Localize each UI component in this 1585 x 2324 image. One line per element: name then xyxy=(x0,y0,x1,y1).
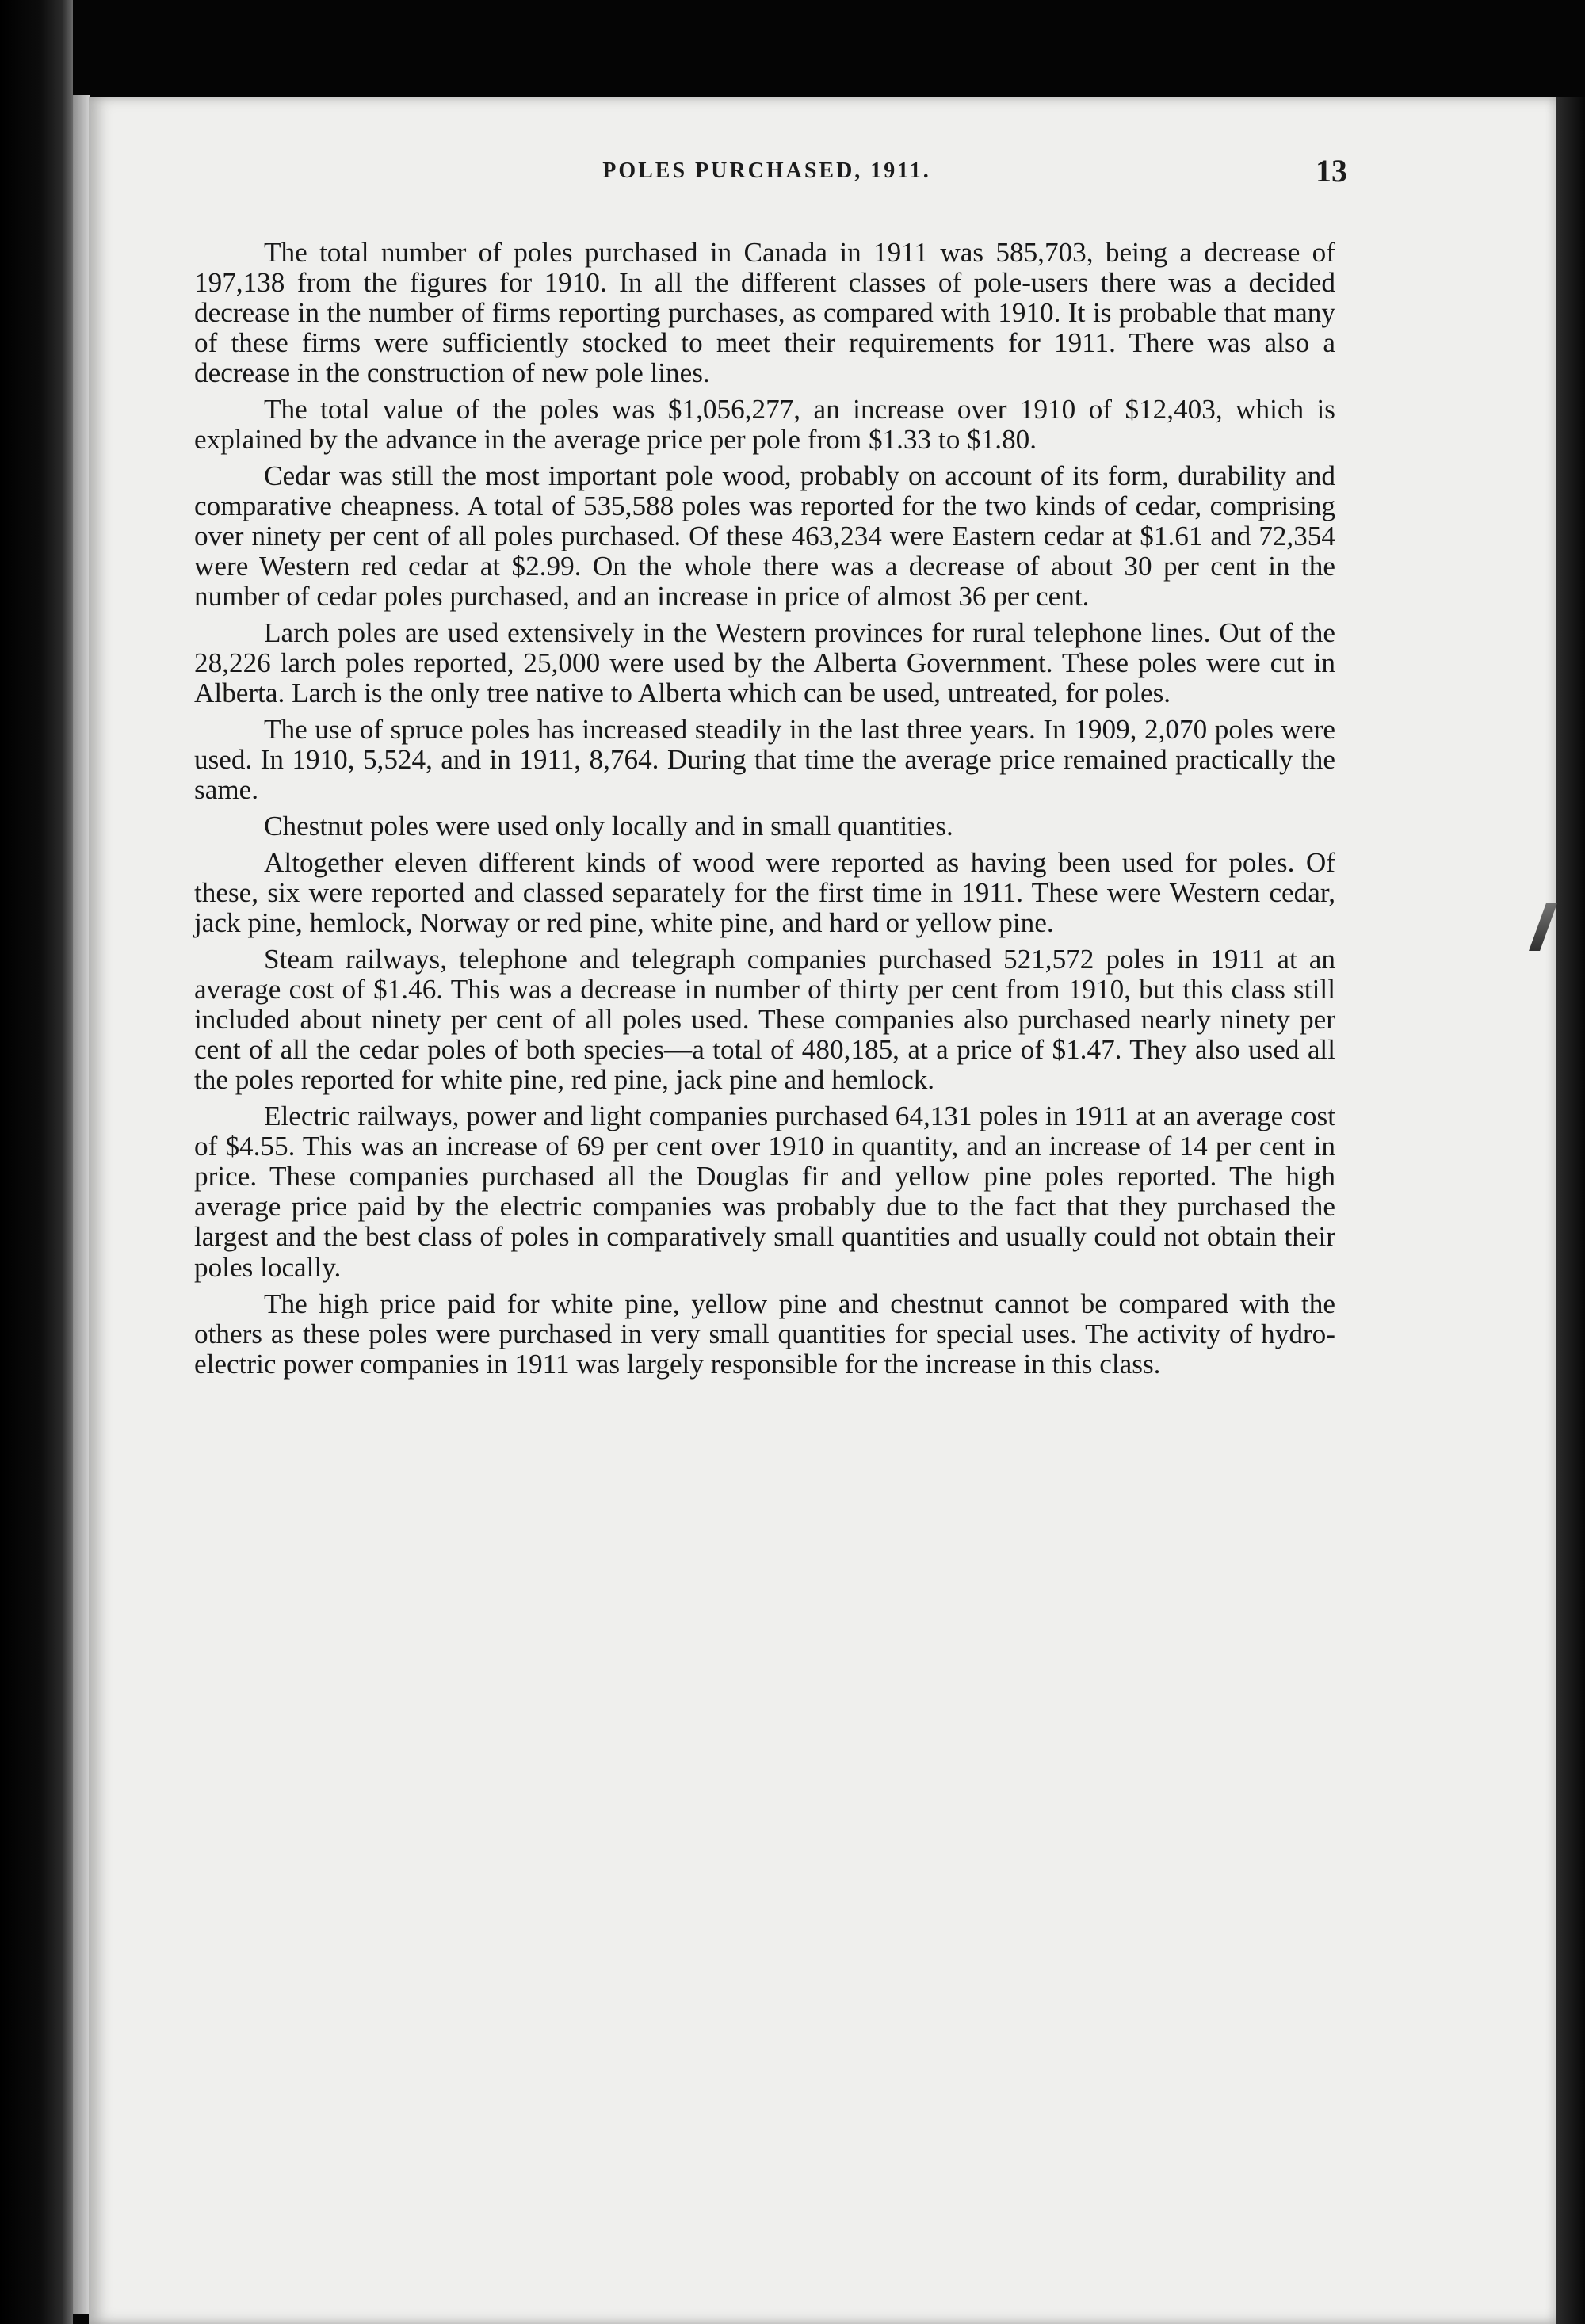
page-edge-left xyxy=(73,95,90,2314)
paragraph: The total value of the poles was $1,056,277, an increase over 1910 of $12,403, which is explained by the advance in the average price per pole from $1.33 to $1.80. xyxy=(194,394,1335,456)
paragraph: The total number of poles purchased in Canada in 1911 was 585,703, being a decrease of 197,138 from the figures for 1910. In all the different classes of pole-users there was a decided decrease in the number of firms reporting purchases, as compared with 1910. It is probable that many of these firms were sufficiently stocked to meet their requirements for 1911. There was also a decrease in the construction of new pole lines. xyxy=(194,237,1335,389)
paragraph: Chestnut poles were used only locally and in small quantities. xyxy=(264,811,953,842)
page-header xyxy=(186,152,1347,197)
paragraph: Steam railways, telephone and telegraph companies purchased 521,572 poles in 1911 at an average cost of $1.46. This was a decrease in number of thirty per cent from 1910, but this class still included about ninety per cent of all poles used. These companies also purchased nearly ninety per cent of all the cedar poles of both species—a total of 480,185, at a price of $1.47. They also used all the poles reported for white pine, red pine, jack pine and hemlock. xyxy=(194,944,1335,1096)
page-number: 13 xyxy=(1316,153,1347,189)
paragraph: Altogether eleven different kinds of wood were reported as having been used for poles. Of these, six were reported and classed separately for the first time in 1911. These were Western cedar, jack pine, hemlock, Norway or red pine, white pine, and hard or yellow pine. xyxy=(194,847,1335,939)
paragraph: Larch poles are used extensively in the Western provinces for rural telephone lines. Out of the 28,226 larch poles reported, 25,000 were used by the Alberta Government. These poles were cut in Alberta. Larch is the only tree native to Alberta which can be used, untreated, for poles. xyxy=(194,617,1335,709)
paragraph: The high price paid for white pine, yellow pine and chestnut cannot be compared with the others as these poles were purchased in very small quantities for special uses. The activity of hydro-electric power companies in 1911 was largely responsible for the increase in this class. xyxy=(194,1288,1335,1380)
film-border-left xyxy=(0,0,73,2324)
running-title: POLES PURCHASED, 1911. xyxy=(602,158,931,183)
paragraph: The use of spruce poles has increased steadily in the last three years. In 1909, 2,070 poles were used. In 1910, 5,524, and in 1911, 8,764. During that time the average price remained practically the same. xyxy=(194,714,1335,806)
paragraph: Cedar was still the most important pole wood, probably on account of its form, durability and comparative cheapness. A total of 535,588 poles was reported for the two kinds of cedar, comprising over ninety per cent of all poles purchased. Of these 463,234 were Eastern cedar at $1.61 and 72,354 were Western red cedar at $2.99. On the whole there was a decrease of about 30 per cent in the number of cedar poles purchased, and an increase in price of almost 36 per cent. xyxy=(194,460,1335,612)
film-border-right xyxy=(1556,97,1585,2324)
body-text xyxy=(194,238,1335,1386)
paragraph: Electric railways, power and light companies purchased 64,131 poles in 1911 at an average cost of $4.55. This was an increase of 69 per cent over 1910 in quantity, and an increase of 14 per cent in price. These companies purchased all the Douglas fir and yellow pine poles reported. The high average price paid by the electric companies was probably due to the fact that they purchased the largest and the best class of poles in comparatively small quantities and usually could not obtain their poles locally. xyxy=(194,1101,1335,1283)
